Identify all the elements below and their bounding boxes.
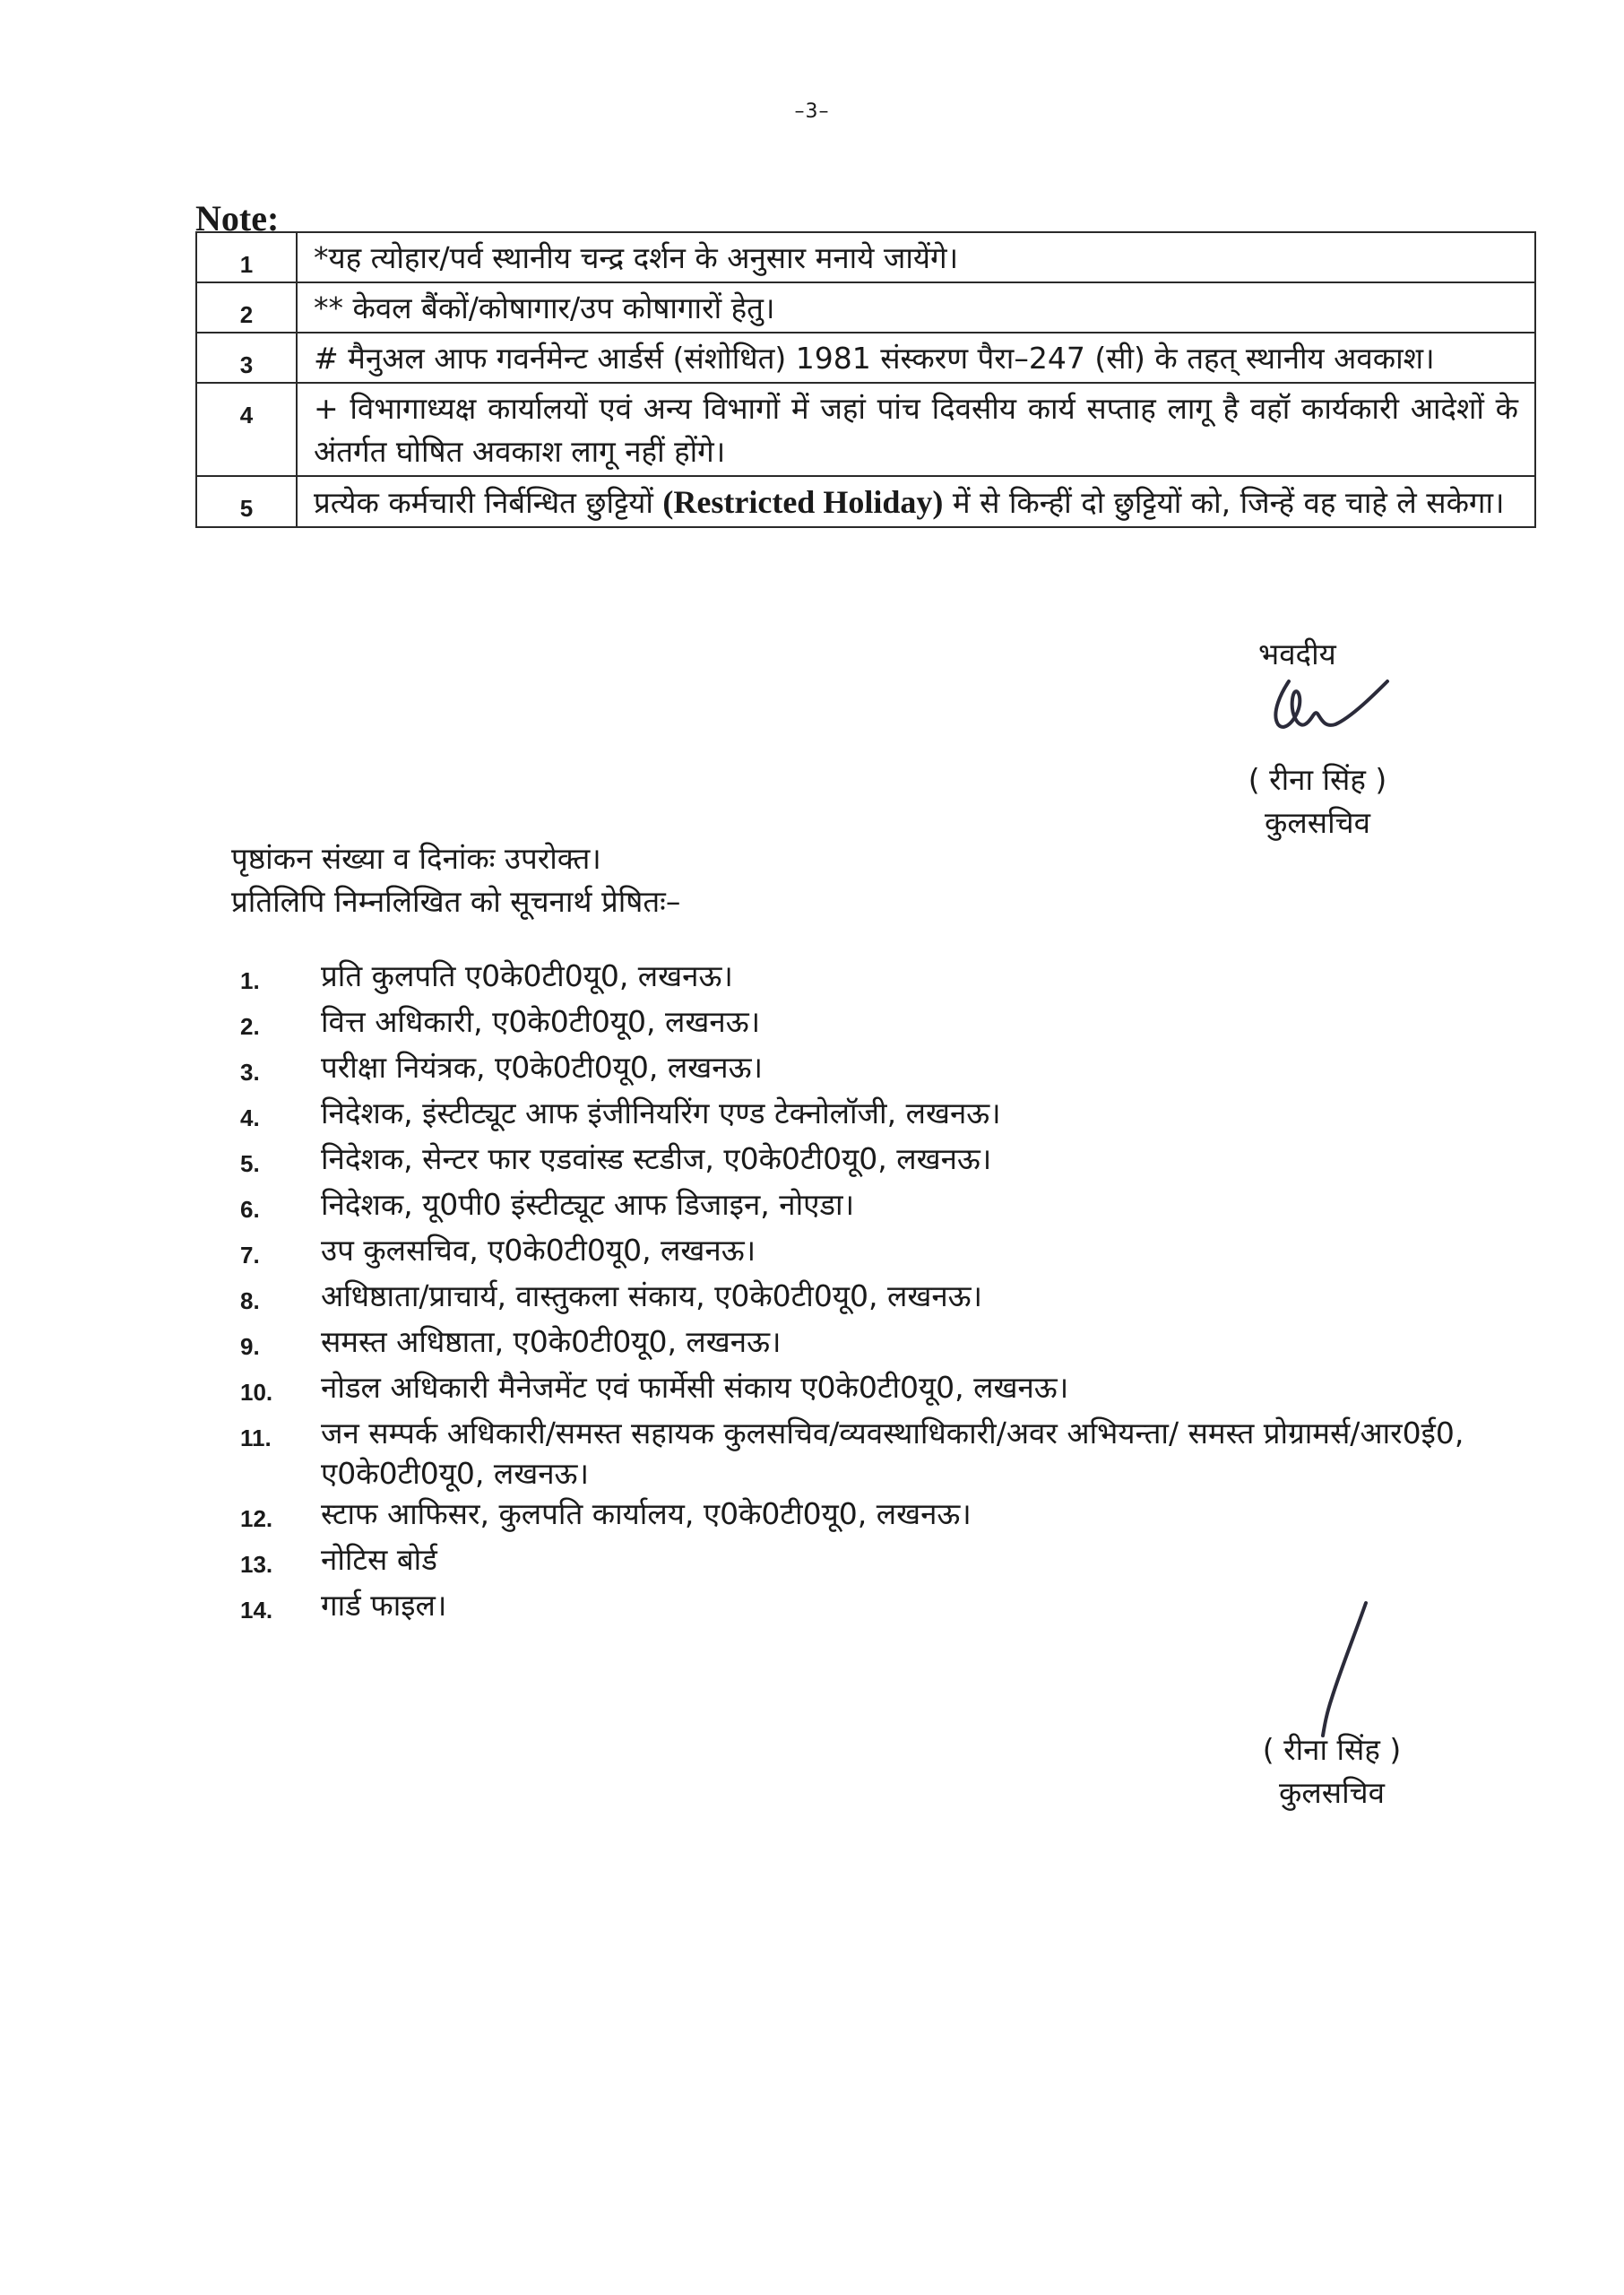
note-text: # मैनुअल आफ गवर्नमेन्ट आर्डर्स (संशोधित) 1981 संस्करण पैरा–247 (सी) के तहत् स्थानीय अवकाश। [297, 333, 1535, 383]
list-item-text: परीक्षा नियंत्रक, ए0के0टी0यू0, लखनऊ। [321, 1050, 763, 1085]
list-item [240, 1413, 1576, 1494]
notes-table [195, 231, 1536, 528]
note-number: 4 [196, 383, 297, 476]
endorsement-copy-line: प्रतिलिपि निम्नलिखित को सूचनार्थ प्रेषितः– [231, 884, 681, 919]
list-item [240, 1184, 1576, 1230]
list-item-text: जन सम्पर्क अधिकारी/समस्त सहायक कुलसचिव/व्यवस्थाधिकारी/अवर अभियन्ता/ समस्त प्रोग्रामर्स/आर0ई0, ए0के0टी0यू0, लखनऊ। [321, 1416, 1464, 1491]
list-item-text: निदेशक, यू0पी0 इंस्टीट्यूट आफ डिजाइन, नोएडा। [321, 1187, 855, 1222]
list-item-text: गार्ड फाइल। [321, 1588, 447, 1623]
note-text: + विभागाध्यक्ष कार्यालयों एवं अन्य विभागों में जहां पांच दिवसीय कार्य सप्ताह लागू है वहॉ कार्यकारी आदेशों के अंतर्गत घोषित अवकाश लागू नहीं होंगे। [297, 383, 1535, 476]
signatory-name: ( रीना सिंह ) [1262, 1732, 1402, 1767]
list-item-number: 2. [240, 1013, 260, 1040]
list-item [240, 956, 1576, 1001]
note-text: *यह त्योहार/पर्व स्थानीय चन्द्र दर्शन के अनुसार मनाये जायेंगे। [297, 232, 1535, 282]
note-heading: Note: [195, 198, 280, 238]
list-item [240, 1276, 1576, 1321]
list-item-number: 13. [240, 1551, 273, 1578]
signature-icon [1262, 672, 1396, 744]
table-row [196, 282, 1535, 333]
signature-mark-icon [1310, 1598, 1373, 1741]
list-item-text: निदेशक, इंस्टीट्यूट आफ इंजीनियरिंग एण्ड टेक्नोलॉजी, लखनऊ। [321, 1096, 1001, 1130]
signatory-designation: कुलसचिव [1265, 805, 1370, 840]
table-row [196, 333, 1535, 383]
list-item-number: 6. [240, 1196, 260, 1223]
list-item-text: अधिष्ठाता/प्राचार्य, वास्तुकला संकाय, ए0के0टी0यू0, लखनऊ। [321, 1278, 983, 1313]
list-item-number: 11. [240, 1425, 272, 1451]
endorsement-reference: पृष्ठांकन संख्या व दिनांकः उपरोक्त। [231, 841, 601, 876]
table-row [196, 383, 1535, 476]
list-item [240, 1093, 1576, 1139]
list-item-text: प्रति कुलपति ए0के0टी0यू0, लखनऊ। [321, 958, 733, 993]
list-item [240, 1321, 1576, 1367]
list-item-number: 8. [240, 1287, 260, 1314]
note-number: 5 [196, 476, 297, 527]
list-item [240, 1585, 1576, 1631]
list-item [240, 1047, 1576, 1093]
table-row [196, 232, 1535, 282]
list-item-number: 7. [240, 1242, 260, 1269]
list-item [240, 1230, 1576, 1276]
list-item-number: 10. [240, 1379, 273, 1406]
list-item-number: 12. [240, 1505, 273, 1532]
list-item-number: 9. [240, 1333, 260, 1360]
list-item [240, 1539, 1576, 1585]
list-item [240, 1367, 1576, 1413]
list-item-number: 3. [240, 1059, 260, 1086]
distribution-list [240, 956, 1576, 1631]
list-item-text: समस्त अधिष्ठाता, ए0के0टी0यू0, लखनऊ। [321, 1324, 782, 1359]
note-text [297, 476, 1535, 527]
list-item-text: निदेशक, सेन्टर फार एडवांस्ड स्टडीज, ए0के0टी0यू0, लखनऊ। [321, 1141, 992, 1176]
list-item-text: स्टाफ आफिसर, कुलपति कार्यालय, ए0के0टी0यू0, लखनऊ। [321, 1496, 972, 1531]
restricted-holiday-term: (Restricted Holiday) [662, 484, 944, 520]
page-number: –3– [794, 100, 830, 123]
list-item-number: 4. [240, 1104, 260, 1131]
signatory-designation: कुलसचिव [1279, 1775, 1385, 1810]
note-text-part: प्रत्येक कर्मचारी निर्बन्धित छुट्टियों [314, 485, 663, 520]
signatory-block [1210, 758, 1425, 844]
table-row [196, 476, 1535, 527]
list-item-number: 14. [240, 1597, 273, 1624]
note-text-part: में से किन्हीं दो छुट्टियों को, जिन्हें वह चाहे ले सकेगा। [943, 485, 1505, 520]
closing-salutation: भवदीय [1258, 637, 1336, 671]
list-item-number: 1. [240, 967, 260, 994]
note-number: 3 [196, 333, 297, 383]
endorsement [231, 837, 680, 923]
list-item-text: उप कुलसचिव, ए0के0टी0यू0, लखनऊ। [321, 1233, 756, 1268]
note-number: 2 [196, 282, 297, 333]
signatory-block-2 [1224, 1728, 1439, 1814]
list-item [240, 1001, 1576, 1047]
list-item [240, 1139, 1576, 1184]
list-item-text: नोटिस बोर्ड [321, 1542, 437, 1577]
note-text: ** केवल बैंकों/कोषागार/उप कोषागारों हेतु। [297, 282, 1535, 333]
list-item-text: वित्त अधिकारी, ए0के0टी0यू0, लखनऊ। [321, 1004, 761, 1039]
list-item-text: नोडल अधिकारी मैनेजमेंट एवं फार्मेसी संकाय ए0के0टी0यू0, लखनऊ। [321, 1370, 1069, 1405]
list-item-number: 5. [240, 1150, 260, 1177]
note-number: 1 [196, 232, 297, 282]
list-item [240, 1494, 1576, 1539]
signatory-name: ( रीना सिंह ) [1248, 762, 1387, 797]
